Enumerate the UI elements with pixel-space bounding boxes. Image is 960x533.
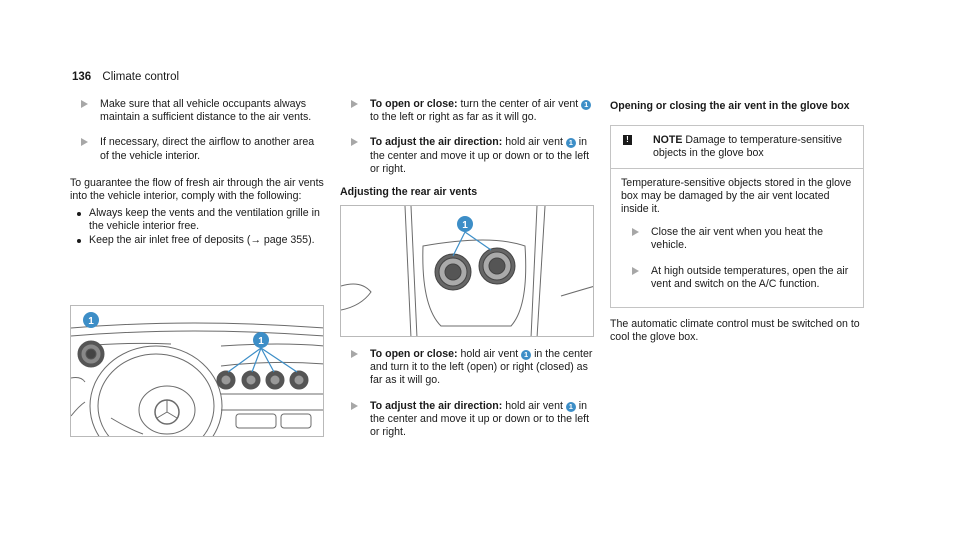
callout-marker bbox=[253, 332, 269, 348]
bullet-item bbox=[70, 234, 324, 247]
column-middle bbox=[340, 98, 594, 211]
step-text: At high outside temperatures, open the air vent and switch on the A/C function. bbox=[651, 264, 849, 290]
column-right bbox=[610, 100, 865, 348]
step-arrow-icon bbox=[632, 267, 639, 275]
step-text: If necessary, direct the airflow to another area of the vehicle interior. bbox=[100, 136, 315, 162]
note-body bbox=[611, 169, 863, 307]
vent-number-badge: 1 bbox=[566, 402, 576, 412]
callout-number: 1 bbox=[258, 336, 264, 347]
vent-number-badge: 1 bbox=[521, 350, 531, 360]
section-title: Climate control bbox=[102, 71, 180, 83]
page-header bbox=[72, 71, 179, 84]
callout-number: 1 bbox=[88, 316, 94, 327]
instruction-step bbox=[340, 348, 594, 388]
step-text: in the center and move it up or down or to the left or right. bbox=[370, 399, 590, 439]
step-arrow-icon bbox=[81, 100, 88, 108]
rear-vents-illustration bbox=[340, 205, 594, 337]
step-text: turn the center of air vent bbox=[457, 98, 582, 110]
page-number: 136 bbox=[72, 71, 92, 83]
note-title: Damage to temperature-sensitive objects in the glove box bbox=[653, 134, 843, 160]
step-lead: To open or close: bbox=[370, 98, 458, 110]
vent-number-badge: 1 bbox=[581, 100, 591, 110]
instruction-step bbox=[621, 265, 853, 291]
step-text: in the center and turn it to the left (open) or right (closed) as far as it will go. bbox=[370, 348, 593, 387]
step-lead: To adjust the air direction: bbox=[370, 399, 503, 412]
column-middle-lower bbox=[340, 348, 594, 451]
rear-vents-drawing bbox=[341, 206, 594, 337]
instruction-step bbox=[340, 98, 594, 124]
step-text: in the center and move it up or down or to the left or right. bbox=[370, 136, 590, 175]
step-text: Close the air vent when you heat the vehicle. bbox=[651, 226, 823, 252]
callout-marker bbox=[457, 216, 473, 232]
note-box bbox=[610, 125, 864, 308]
step-lead: To adjust the air direction: bbox=[370, 136, 503, 149]
note-label: NOTE bbox=[653, 134, 683, 147]
step-text: hold air vent bbox=[502, 399, 566, 412]
note-header bbox=[611, 126, 863, 168]
instruction-step bbox=[340, 400, 594, 440]
callout-number: 1 bbox=[462, 220, 468, 231]
vent-number-badge: 1 bbox=[566, 138, 576, 148]
dashboard-drawing bbox=[71, 306, 324, 437]
step-text: Make sure that all vehicle occupants always maintain a sufficient distance to the air vents. bbox=[100, 98, 312, 124]
note-text: Temperature-sensitive objects stored in the glove box may be damaged by the air vent located inside it. bbox=[621, 176, 852, 216]
callout-marker bbox=[83, 312, 99, 328]
bullet-text: Keep the air inlet free of deposits (→ page 355). bbox=[89, 233, 315, 246]
instruction-step bbox=[621, 226, 853, 252]
dashboard-vents-illustration bbox=[70, 305, 324, 437]
step-arrow-icon bbox=[351, 350, 358, 358]
step-arrow-icon bbox=[632, 228, 639, 236]
intro-paragraph: To guarantee the flow of fresh air through the air vents into the vehicle interior, comply with the following: bbox=[70, 176, 324, 203]
step-lead: To open or close: bbox=[370, 348, 458, 360]
step-arrow-icon bbox=[351, 402, 358, 410]
step-text: hold air vent bbox=[502, 136, 566, 149]
bullet-item bbox=[70, 207, 324, 233]
step-arrow-icon bbox=[351, 138, 358, 146]
bullet-dot-icon bbox=[77, 212, 81, 216]
column-left bbox=[70, 98, 324, 247]
step-text: hold air vent bbox=[457, 348, 522, 360]
section-heading: Opening or closing the air vent in the glove box bbox=[610, 100, 850, 112]
warning-icon: ! bbox=[623, 135, 632, 145]
step-text: to the left or right as far as it will go. bbox=[370, 111, 537, 124]
step-arrow-icon bbox=[81, 138, 88, 146]
bullet-text: Always keep the vents and the ventilation grille in the vehicle interior free. bbox=[89, 207, 320, 233]
instruction-step bbox=[70, 136, 324, 162]
step-arrow-icon bbox=[351, 100, 358, 108]
instruction-step bbox=[70, 98, 324, 124]
footer-paragraph: The automatic climate control must be switched on to cool the glove box. bbox=[610, 318, 860, 344]
section-heading: Adjusting the rear air vents bbox=[340, 186, 478, 199]
bullet-dot-icon bbox=[77, 239, 81, 243]
instruction-step bbox=[340, 136, 594, 176]
